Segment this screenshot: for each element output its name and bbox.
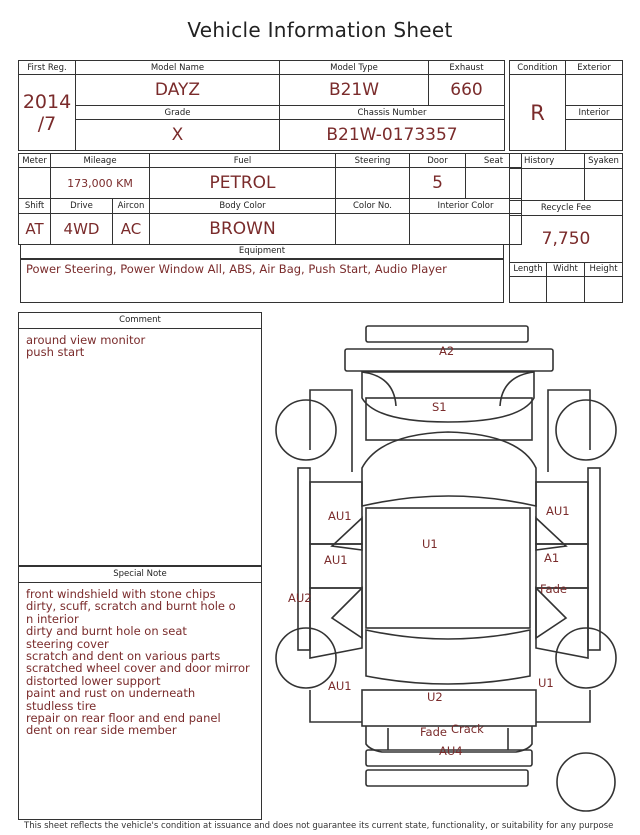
body-color-label: Body Color — [150, 199, 336, 213]
front-bumper-top — [366, 326, 528, 342]
comment-lines — [26, 334, 145, 359]
mark-right-front-door: A1 — [544, 551, 560, 565]
meter-value — [19, 168, 51, 199]
note-line: steering cover — [26, 636, 109, 651]
door-label: Door — [410, 154, 466, 168]
shift: AT — [19, 213, 51, 244]
rear-window — [366, 630, 530, 684]
grade: X — [76, 120, 280, 151]
drive: 4WD — [51, 213, 113, 244]
hood — [362, 372, 534, 422]
equipment-label: Equipment — [20, 244, 504, 259]
mark-left-rear-door: AU2 — [288, 591, 312, 605]
note-line: front windshield with stone chips — [26, 587, 216, 601]
aircon-label: Aircon — [113, 199, 150, 213]
note-line: scratch and dent on various parts — [26, 649, 221, 664]
right-rear-door — [536, 588, 588, 658]
interior-color-value — [410, 213, 522, 244]
interior-color-label: Interior Color — [410, 199, 522, 213]
recycle-fee-label: Recycle Fee — [510, 200, 623, 215]
history-value — [510, 168, 585, 200]
mark-left-front-door: AU1 — [324, 553, 348, 567]
mark-roof: U1 — [422, 537, 438, 551]
mark-rear-panel-1: Fade — [420, 725, 447, 739]
equipment-box — [20, 259, 504, 303]
sheet-title: Vehicle Information Sheet — [187, 18, 453, 42]
length-value — [510, 277, 547, 303]
shift-label: Shift — [19, 199, 51, 213]
mark-trunk: U2 — [427, 690, 443, 704]
left-rear-wheel — [276, 628, 336, 688]
first-reg-label: First Reg. — [19, 61, 76, 75]
left-rear-door — [310, 588, 362, 658]
exhaust: 660 — [429, 75, 505, 106]
fuel: PETROL — [150, 168, 336, 199]
note-line: dirty and burnt hole on seat — [26, 624, 187, 639]
steering-label: Steering — [336, 154, 410, 168]
windshield — [362, 432, 536, 506]
width-value — [547, 277, 585, 303]
roof — [366, 508, 530, 628]
specs-table — [18, 153, 522, 245]
model-name: DAYZ — [76, 75, 280, 106]
comment-line: push start — [26, 345, 85, 360]
special-note-lines — [26, 588, 250, 737]
car-damage-diagram — [270, 318, 630, 818]
first-reg-month: /7 — [37, 112, 57, 135]
color-no-label: Color No. — [336, 199, 410, 213]
mark-rear-panel-2: Crack — [451, 722, 484, 736]
comment-label: Comment — [19, 313, 261, 329]
syaken-value — [585, 168, 623, 200]
note-line: distorted lower support — [26, 673, 161, 688]
model-type-label: Model Type — [280, 61, 429, 75]
recycle-fee: 7,750 — [510, 215, 623, 262]
mark-left-rear-quarter: AU1 — [328, 679, 352, 693]
height-value — [585, 277, 623, 303]
right-side-strip — [588, 468, 600, 650]
mark-hood: S1 — [432, 400, 447, 414]
rear-bumper-bottom — [366, 770, 528, 786]
note-line: dent on rear side member — [26, 723, 177, 738]
note-line: paint and rust on underneath — [26, 686, 196, 701]
height-label: Height — [585, 262, 623, 277]
mark-right-rear-quarter: U1 — [538, 676, 554, 690]
aircon: AC — [113, 213, 150, 244]
meter-label: Meter — [19, 154, 51, 168]
footer-disclaimer: This sheet reflects the vehicle's condition at issuance and does not guarantee its current state, functionality, or suitability for any purpose — [24, 821, 614, 831]
condition-value: R — [510, 75, 566, 151]
note-line: n interior — [26, 611, 79, 626]
length-label: Length — [510, 262, 547, 277]
mileage-label: Mileage — [51, 154, 150, 168]
left-front-wheel — [276, 400, 336, 460]
mark-rear-bumper: AU4 — [439, 744, 463, 758]
body-color: BROWN — [150, 213, 336, 244]
exterior-label: Exterior — [566, 61, 623, 75]
chassis-number: B21W-0173357 — [280, 120, 505, 151]
fuel-label: Fuel — [150, 154, 336, 168]
mark-right-front-door-2: Fade — [540, 582, 567, 596]
first-reg-value — [19, 75, 76, 151]
seat-label: Seat — [466, 154, 522, 168]
door: 5 — [410, 168, 466, 199]
comment-line: around view monitor — [26, 333, 146, 347]
special-note-label: Special Note — [19, 567, 261, 583]
drive-label: Drive — [51, 199, 113, 213]
note-line: studless tire — [26, 698, 97, 713]
header-table — [18, 60, 505, 151]
history-table — [509, 153, 623, 303]
width-label: Widht — [547, 262, 585, 277]
equipment-value: Power Steering, Power Window All, ABS, Air Bag, Push Start, Audio Player — [26, 262, 447, 276]
exhaust-label: Exhaust — [429, 61, 505, 75]
condition-label: Condition — [510, 61, 566, 75]
right-front-wheel — [556, 400, 616, 460]
note-line: repair on rear floor and end panel — [26, 711, 221, 726]
first-reg-year: 2014 — [22, 90, 72, 113]
note-line: dirty, scuff, scratch and burnt hole o — [26, 599, 236, 614]
condition-table — [509, 60, 623, 151]
steering-value — [336, 168, 410, 199]
hood-panel — [366, 398, 532, 440]
chassis-label: Chassis Number — [280, 106, 505, 120]
interior-label: Interior — [566, 106, 623, 120]
history-label: History — [510, 154, 585, 169]
note-line: scratched wheel cover and door mirror — [26, 661, 250, 676]
interior-value — [566, 120, 623, 151]
model-type: B21W — [280, 75, 429, 106]
mileage: 173,000 KM — [51, 168, 150, 199]
syaken-label: Syaken — [585, 154, 623, 169]
exterior-value — [566, 75, 623, 106]
mark-right-front-fender: AU1 — [546, 504, 570, 518]
special-note-box — [18, 566, 262, 820]
model-name-label: Model Name — [76, 61, 280, 75]
color-no-value — [336, 213, 410, 244]
trunk — [362, 690, 536, 726]
left-side-strip — [298, 468, 310, 650]
grade-label: Grade — [76, 106, 280, 120]
mark-front-bumper: A2 — [439, 344, 455, 358]
comment-box — [18, 312, 262, 566]
mark-left-front-fender: AU1 — [328, 509, 352, 523]
spare-wheel — [557, 753, 615, 811]
